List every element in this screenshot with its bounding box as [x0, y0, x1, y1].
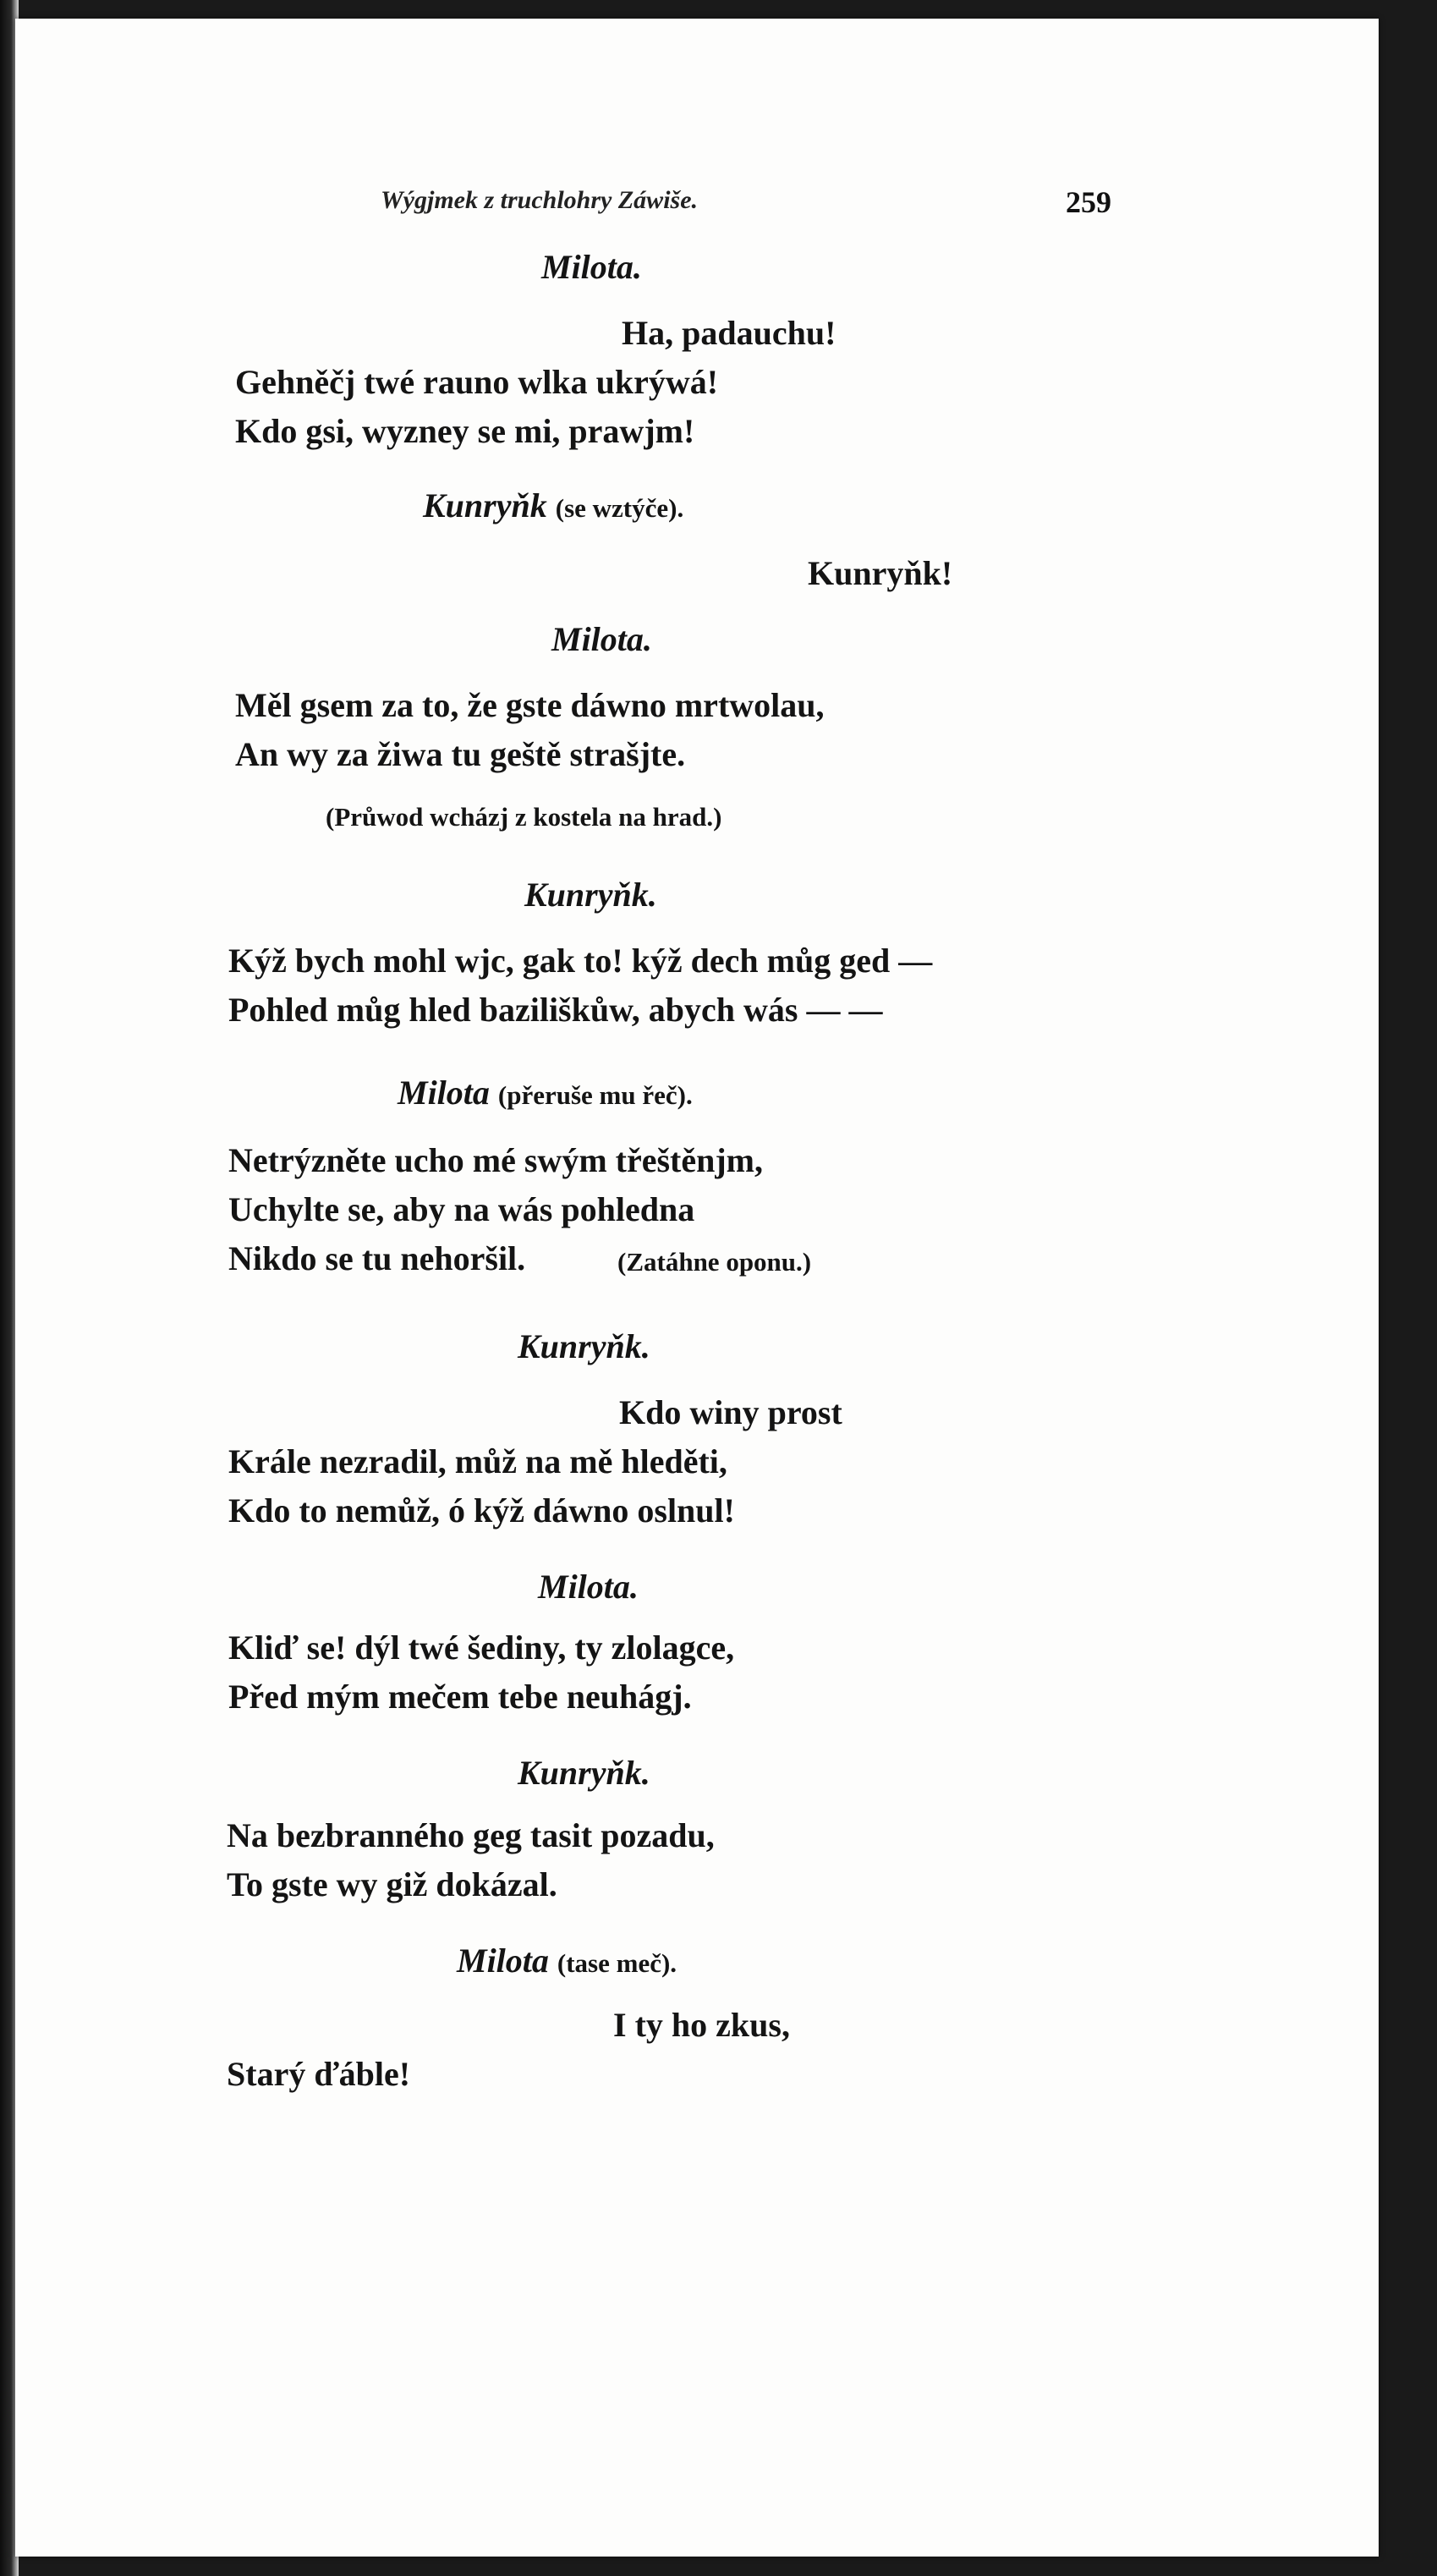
speaker-name: Milota.	[551, 620, 652, 658]
verse-line: Gehněčj twé rauno wlka ukrýwá!	[235, 363, 719, 401]
verse-line: Ha, padauchu!	[622, 314, 836, 352]
speaker-name: Kunryňk.	[524, 876, 657, 914]
stage-direction: (Zatáhne oponu.)	[617, 1247, 812, 1277]
stage-direction: (Průwod wcházj z kostela na hrad.)	[326, 802, 722, 832]
verse-line: Měl gsem za to, že gste dáwno mrtwolau,	[235, 686, 825, 724]
speaker-name: Kunryňk.	[518, 1754, 650, 1792]
stage-direction: (tase meč).	[557, 1948, 677, 1978]
speaker-name: Kunryňk	[423, 486, 547, 525]
page-number: 259	[1066, 185, 1111, 219]
verse-line: Pohled můg hled baziliškůw, abych wás — —	[228, 991, 883, 1029]
verse-line: Nikdo se tu nehoršil.	[228, 1239, 526, 1277]
speaker-name: Kunryňk.	[518, 1327, 650, 1365]
verse-line: Kdo to nemůž, ó kýž dáwno oslnul!	[228, 1491, 735, 1530]
speaker-name: Milota.	[538, 1568, 639, 1606]
speaker-name: Milota.	[541, 248, 642, 286]
speaker-line	[423, 486, 683, 525]
speaker-name: Milota	[457, 1942, 549, 1980]
torn-edge	[1294, 1694, 1345, 1846]
verse-line: Na bezbranného geg tasit pozadu,	[227, 1816, 715, 1854]
verse-line: Krále nezradil, můž na mě hleděti,	[228, 1442, 727, 1480]
stage-direction: (se wztýče).	[555, 493, 684, 523]
speaker-name: Milota	[398, 1074, 490, 1112]
speaker-line	[398, 1073, 693, 1112]
verse-line: Kýž bych mohl wjc, gak to! kýž dech můg ged —	[228, 942, 933, 980]
page-header	[381, 186, 1142, 228]
verse-line: Před mým mečem tebe neuhágj.	[228, 1678, 692, 1716]
verse-line: Netrýzněte ucho mé swým třeštěnjm,	[228, 1141, 763, 1179]
verse-line: To gste wy giž dokázal.	[227, 1865, 557, 1903]
verse-line: An wy za žiwa tu geště strašjte.	[235, 735, 686, 773]
running-title: Wýgjmek z truchlohry Záwiše.	[381, 186, 699, 214]
verse-line: Kunryňk!	[808, 554, 953, 592]
speaker-line	[457, 1941, 677, 1980]
verse-line: Kdo winy prost	[619, 1393, 842, 1431]
verse-line: I ty ho zkus,	[613, 2006, 790, 2044]
verse-line: Starý ďáble!	[227, 2055, 411, 2093]
verse-line: Uchylte se, aby na wás pohledna	[228, 1190, 695, 1228]
verse-line: Kliď se! dýl twé šediny, ty zlolagce,	[228, 1629, 735, 1667]
verse-line: Kdo gsi, wyzney se mi, prawjm!	[235, 412, 695, 450]
stage-direction: (přeruše mu řeč).	[497, 1080, 693, 1110]
